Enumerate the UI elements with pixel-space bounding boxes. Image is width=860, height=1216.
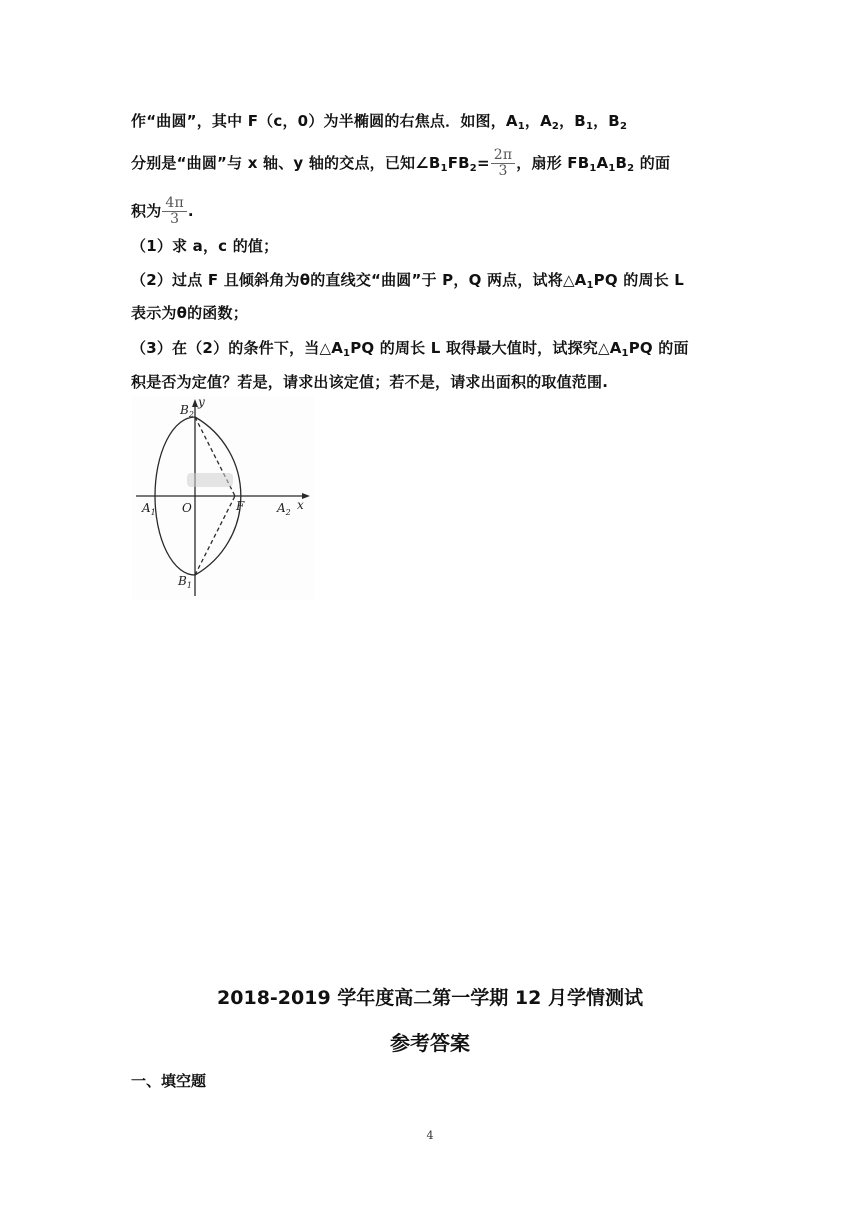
curved-circle-figure [132,396,314,600]
smudge-mark [187,473,233,487]
question-3: （3）在（2）的条件下，当$\triangle A_1PQ$ 的周长 L 取得最大值时，试探究$\triangle A_1PQ$ 的面 [131,339,689,359]
problem-line-2: 分别是“曲圆”与 x 轴、y 轴的交点，已知$\angle B_1FB_2=$ $\frac{2\pi}{3}$ ，扇形 $FB_1A_1B_2$ 的面 [131,147,671,179]
label-y: y [198,396,205,409]
problem-line-3: 积为 $\frac{4\pi}{3}$ . [131,195,194,227]
label-F: F [236,499,245,513]
label-O: O [182,501,192,515]
label-B1: $B_1$ [178,574,192,590]
answer-subtitle: 参考答案 [390,1031,470,1055]
fraction-2pi-over-3: $\frac{2\pi}{3}$ [491,148,516,179]
fraction-4pi-over-3: $\frac{4\pi}{3}$ [162,196,187,227]
label-B2: $B_2$ [180,403,194,419]
question-3-continued: 积是否为定值？若是，请求出该定值；若不是，请求出面积的取值范围. [131,373,609,391]
label-A2: $A_2$ [277,501,291,517]
section-heading-fill-in-blank: 一、填空题 [131,1072,207,1090]
label-x: x [297,498,304,512]
question-1: （1）求 a，c 的值； [131,237,279,255]
page-number: 4 [426,1129,434,1142]
question-2-continued: 表示为θ的函数； [131,304,248,322]
question-2: （2）过点 F 且倾斜角为θ的直线交“曲圆”于 P，Q 两点，试将$\triangle A_1PQ$ 的周长 L [131,271,685,291]
answer-title: 2018-2019 学年度高二第一学期 12 月学情测试 [217,987,643,1009]
problem-line-1: 作“曲圆”，其中 F（c，0）为半椭圆的右焦点．如图，$A_1$，$A_2$，$B_1$，$B_2$ [131,112,628,132]
label-A1: $A_1$ [142,501,156,517]
